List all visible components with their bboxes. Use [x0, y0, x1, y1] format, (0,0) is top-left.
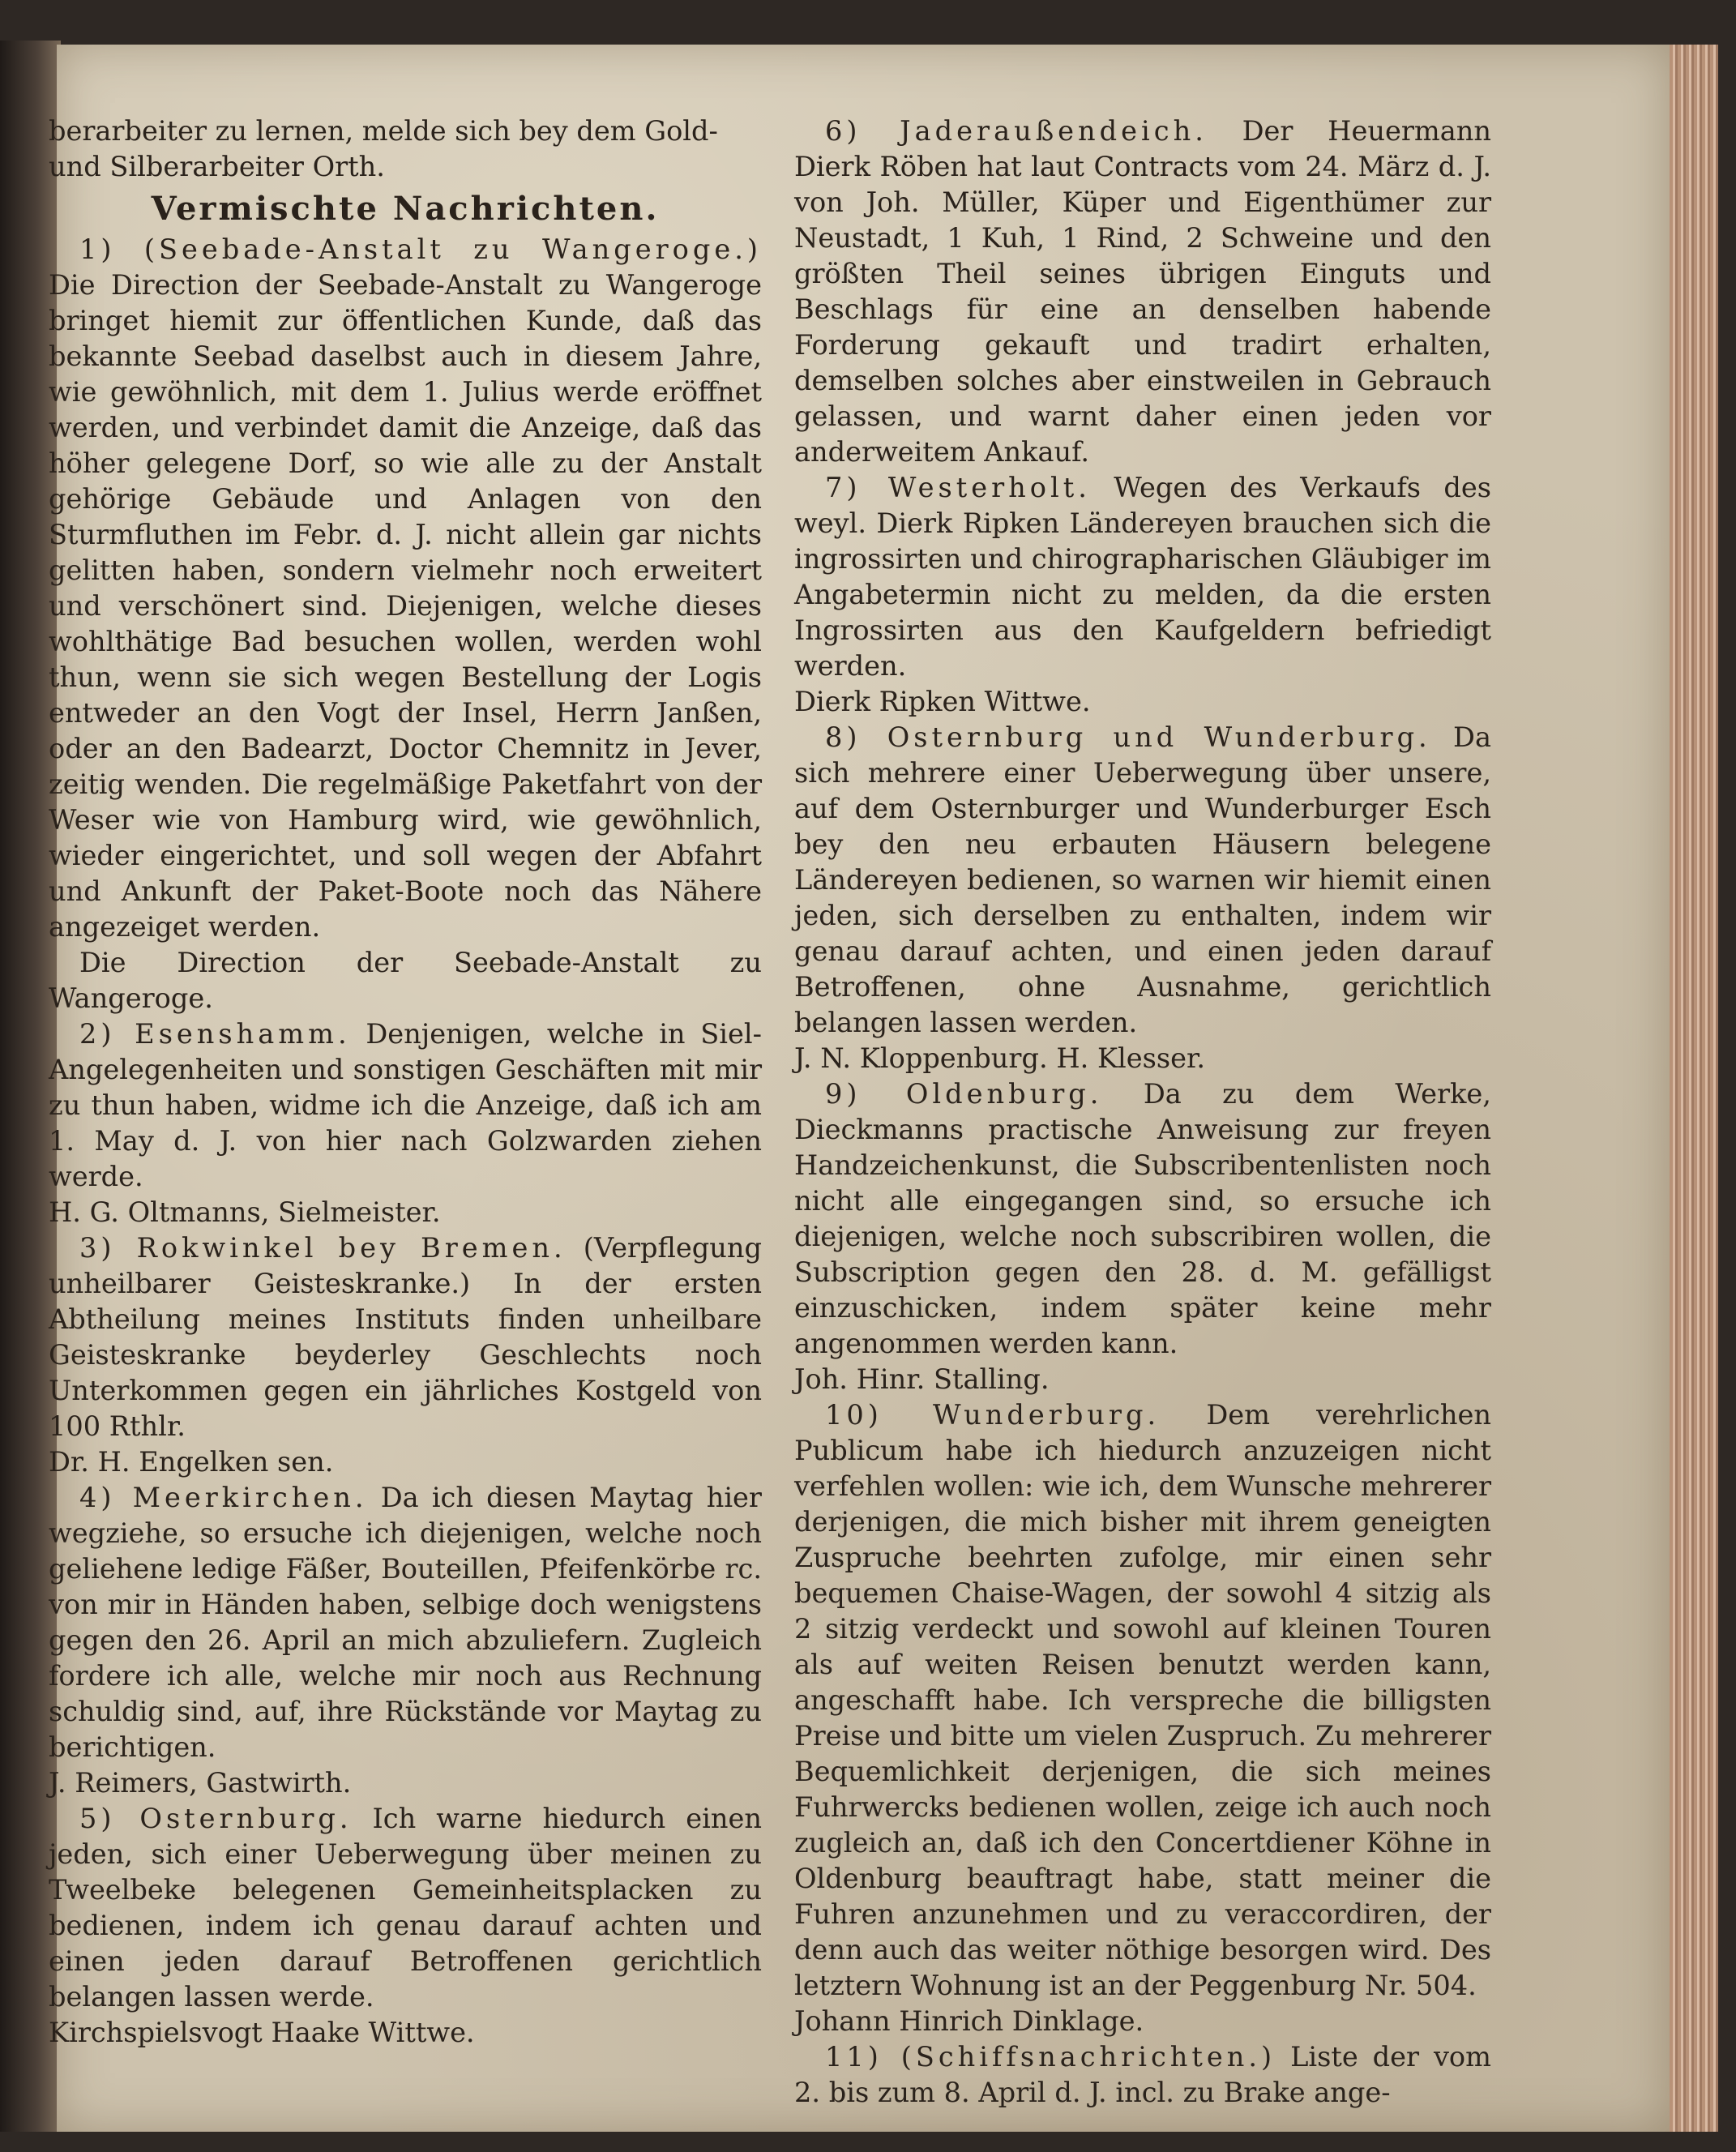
notice-5-lead: 5) Osternburg.	[79, 1803, 353, 1834]
notice-2-text: Denjenigen, welche in Siel-Angelegenheiten und sonstigen Geschäften mit mir zu thun haben, widme ich die Anzeige, daß ich am 1. May d. J. von hier nach Golzwarden ziehen werde.	[49, 1018, 762, 1192]
notice-9	[794, 1076, 1491, 1362]
left-column	[49, 113, 762, 2051]
notice-10	[794, 1397, 1491, 2004]
notice-10-lead: 10) Wunderburg.	[825, 1399, 1161, 1431]
notice-9-text: Da zu dem Werke, Dieckmanns practische Anweisung zur freyen Handzeichenkunst, die Subscribentenlisten noch nicht alle eingegangen sind, so ersuche ich diejenigen, welche noch subscribiren wollen, die Subscription gegen den 28. d. M. gefälligst einzuschicken, indem später keine mehr angenommen werden kann.	[794, 1078, 1491, 1359]
notice-4	[49, 1480, 762, 1765]
notice-8	[794, 720, 1491, 1041]
notice-8-lead: 8) Osternburg und Wunderburg.	[825, 721, 1431, 753]
notice-3-signature: Dr. H. Engelken sen.	[49, 1446, 334, 1478]
notice-11	[794, 2039, 1491, 2111]
notice-5	[49, 1801, 762, 2015]
notice-4-text: Da ich diesen Maytag hier wegziehe, so ersuche ich diejenigen, welche noch geliehene ledige Fäßer, Bouteillen, Pfeifenkörbe rc. von mir in Händen haben, selbige doch wenigstens gegen den 26. April an mich abzuliefern. Zugleich fordere ich alle, welche mir noch aus Rechnung schuldig sind, auf, ihre Rückstände vor Maytag zu berichtigen.	[49, 1482, 762, 1763]
notice-5-text: Ich warne hiedurch einen jeden, sich einer Ueberwegung über meinen zu Tweelbeke belegenen Gemeinheitsplacken zu bedienen, indem ich genau darauf achten und einen jeden darauf Betroffenen gerichtlich belangen lassen werde.	[49, 1803, 762, 2013]
notice-1-text: Die Direction der Seebade-Anstalt zu Wangeroge bringet hiemit zur öffentlichen Kunde, daß das bekannte Seebad daselbst auch in diesem Jahre, wie gewöhnlich, mit dem 1. Julius werde eröffnet werden, und verbindet damit die Anzeige, daß das höher gelegene Dorf, so wie alle zu der Anstalt gehörige Gebäude und Anlagen von den Sturmfluthen im Febr. d. J. nicht allein gar nichts gelitten haben, sondern vielmehr noch erweitert und verschönert sind. Diejenigen, welche dieses wohlthätige Bad besuchen wollen, werden wohl thun, wenn sie sich wegen Bestellung der Logis entweder an den Vogt der Insel, Herrn Janßen, oder an den Badearzt, Doctor Chemnitz in Jever, zeitig wenden. Die regelmäßige Paketfahrt von der Weser wie von Hamburg wird, wie gewöhnlich, wieder eingerichtet, und soll wegen der Abfahrt und Ankunft der Paket-Boote noch das Nähere angezeiget werden.	[49, 269, 762, 943]
notice-8-text: Da sich mehrere einer Ueberwegung über unsere, auf dem Osternburger und Wunderburger Esch bey den neu erbauten Häusern belegene Ländereyen bedienen, so warnen wir hiemit einen jeden, sich derselben zu enthalten, indem wir genau darauf achten, und einen jeden darauf Betroffenen, ohne Ausnahme, gerichtlich belangen lassen werden.	[794, 721, 1491, 1038]
notice-3	[49, 1230, 762, 1444]
notice-3-lead: 3) Rokwinkel bey Bremen.	[79, 1232, 567, 1264]
notice-2	[49, 1016, 762, 1195]
notice-9-lead: 9) Oldenburg.	[825, 1078, 1103, 1110]
notice-7-lead: 7) Westerholt.	[825, 472, 1091, 503]
notice-4-signature: J. Reimers, Gastwirth.	[49, 1767, 352, 1799]
page-edges	[1670, 45, 1718, 2132]
notice-7-signature: Dierk Ripken Wittwe.	[794, 686, 1091, 717]
notice-5-signature: Kirchspielsvogt Haake Wittwe.	[49, 2017, 475, 2048]
notice-2-lead: 2) Esenshamm.	[79, 1018, 351, 1050]
notice-7-text: Wegen des Verkaufs des weyl. Dierk Ripken Ländereyen brauchen sich die ingrossirten und chirographarischen Gläubiger im Angabetermin nicht zu melden, da die ersten Ingrossirten aus den Kaufgeldern befriedigt werden.	[794, 472, 1491, 682]
notice-1	[49, 232, 762, 945]
notice-10-signature: Johann Hinrich Dinklage.	[794, 2005, 1144, 2037]
notice-6-text: Der Heuermann Dierk Röben hat laut Contracts vom 24. März d. J. von Joh. Müller, Küper und Eigenthümer zur Neustadt, 1 Kuh, 1 Rind, 2 Schweine und den größten Theil seines übrigen Einguts und Beschlags für eine an denselben habende Forderung gekauft und tradirt erhalten, demselben solches aber einstweilen in Gebrauch gelassen, und warnt daher einen jeden vor anderweitem Ankauf.	[794, 115, 1491, 468]
notice-10-text: Dem verehrlichen Publicum habe ich hiedurch anzuzeigen nicht verfehlen wollen: wie ich, dem Wunsche mehrerer derjenigen, die mich bisher mit ihrem geneigten Zuspruche beehrten zufolge, mir einen sehr bequemen Chaise-Wagen, der sowohl 4 sitzig als 2 sitzig verdeckt und sowohl auf kleinen Touren als auf weiten Reisen benutzt werden kann, angeschafft habe. Ich verspreche die billigsten Preise und bitte um vielen Zuspruch. Zu mehrerer Bequemlichkeit derjenigen, die sich meines Fuhrwercks bedienen wollen, zeige ich auch noch zugleich an, daß ich den Concertdiener Köhne in Oldenburg beauftragt habe, statt meiner die Fuhren anzunehmen und zu veraccordiren, der denn auch das weiter nöthige besorgen wird. Des letztern Wohnung ist an der Peggenburg Nr. 504.	[794, 1399, 1491, 2001]
notice-1-lead: 1) (Seebade-Anstalt zu Wangeroge.)	[79, 233, 762, 265]
notice-9-signature: Joh. Hinr. Stalling.	[794, 1363, 1050, 1395]
notice-4-lead: 4) Meerkirchen.	[79, 1482, 368, 1513]
notice-11-text: Liste der vom 2. bis zum 8. April d. J. incl. zu Brake ange-	[794, 2041, 1491, 2108]
notice-7	[794, 470, 1491, 684]
right-column	[794, 113, 1491, 2111]
section-heading: Vermischte Nachrichten.	[151, 190, 660, 228]
notice-8-signature: J. N. Kloppenburg. H. Klesser.	[794, 1042, 1206, 1074]
notice-11-lead: 11) (Schiffsnachrichten.)	[825, 2041, 1276, 2073]
notice-6-lead: 6) Jaderaußendeich.	[825, 115, 1208, 147]
continued-line-1: berarbeiter zu lernen, melde sich bey dem Gold-	[49, 115, 718, 147]
continued-line-2: und Silberarbeiter Orth.	[49, 151, 385, 182]
notice-2-signature: H. G. Oltmanns, Sielmeister.	[49, 1196, 441, 1228]
notice-6	[794, 113, 1491, 470]
notice-1-signature: Die Direction der Seebade-Anstalt zu Wangeroge.	[49, 947, 762, 1014]
notice-3-text: (Verpflegung unheilbarer Geisteskranke.) In der ersten Abtheilung meines Instituts finden unheilbare Geisteskranke beyderley Geschlechts noch Unterkommen gegen ein jährliches Kostgeld von 100 Rthlr.	[49, 1232, 762, 1442]
